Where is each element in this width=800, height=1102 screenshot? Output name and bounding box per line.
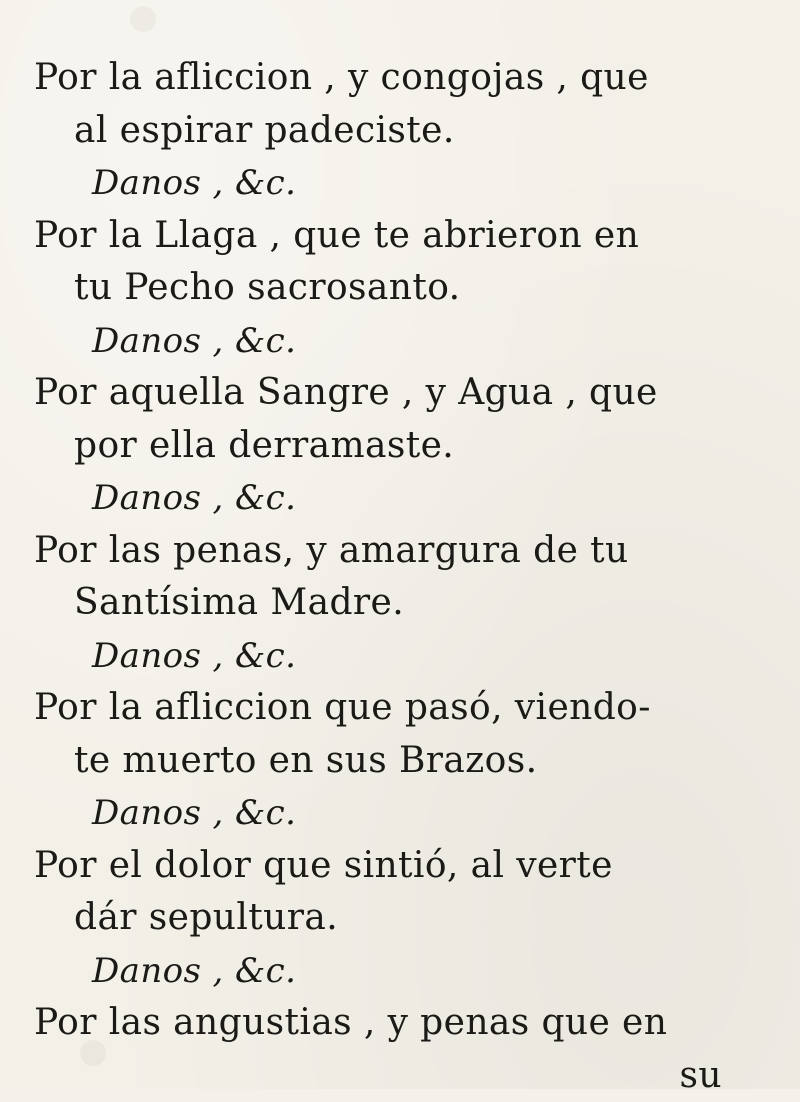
- text-line: Por las penas, y amargura de tu: [34, 525, 764, 578]
- text-line: Por la afliccion que pasó, viendo-: [34, 682, 764, 735]
- text-line: Por la afliccion , y congojas , que: [34, 52, 764, 105]
- litany-text: [34, 52, 764, 1102]
- text-line: Por la Llaga , que te abrieron en: [34, 210, 764, 263]
- text-line: tu Pecho sacrosanto.: [34, 262, 764, 315]
- response-line: Danos , &c.: [34, 157, 764, 210]
- text-line: al espirar padeciste.: [34, 105, 764, 158]
- response-line: Danos , &c.: [34, 315, 764, 368]
- response-line: Danos , &c.: [34, 787, 764, 840]
- text-line: dár sepultura.: [34, 892, 764, 945]
- catchword: su: [34, 1050, 764, 1102]
- text-line: te muerto en sus Brazos.: [34, 735, 764, 788]
- response-line: Danos , &c.: [34, 472, 764, 525]
- response-line: Danos , &c.: [34, 630, 764, 683]
- text-line: Por el dolor que sintió, al verte: [34, 840, 764, 893]
- response-line: Danos , &c.: [34, 945, 764, 998]
- text-line: Por aquella Sangre , y Agua , que: [34, 367, 764, 420]
- paper-spot: [130, 6, 156, 32]
- text-line: Por las angustias , y penas que en: [34, 997, 764, 1050]
- text-line: Santísima Madre.: [34, 577, 764, 630]
- text-line: por ella derramaste.: [34, 420, 764, 473]
